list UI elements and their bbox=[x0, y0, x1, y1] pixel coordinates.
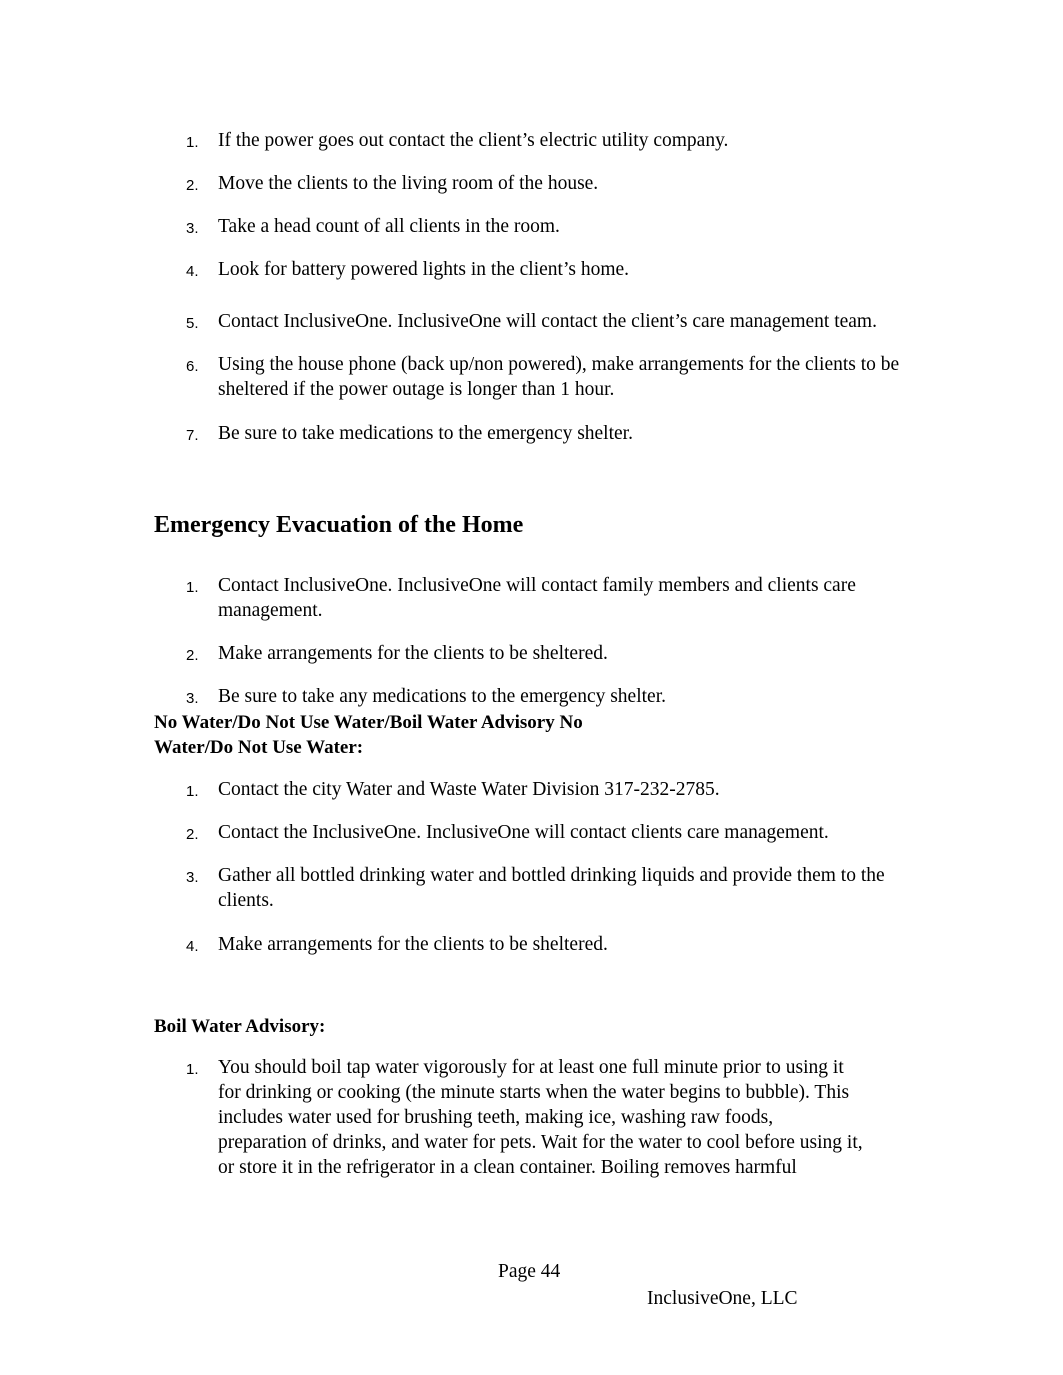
list-number: 3. bbox=[186, 869, 199, 886]
list-number: 2. bbox=[186, 826, 199, 843]
list-number: 1. bbox=[186, 134, 199, 151]
list-text: Make arrangements for the clients to be sheltered. bbox=[218, 934, 608, 955]
section-heading-evacuation: Emergency Evacuation of the Home bbox=[154, 512, 524, 538]
list-text: Take a head count of all clients in the room. bbox=[218, 216, 560, 237]
list-number: 7. bbox=[186, 427, 199, 444]
list-number: 5. bbox=[186, 315, 199, 332]
list-number: 1. bbox=[186, 783, 199, 800]
list-number: 1. bbox=[186, 1061, 199, 1078]
list-number: 1. bbox=[186, 579, 199, 596]
footer-company: InclusiveOne, LLC bbox=[647, 1288, 798, 1309]
list-number: 4. bbox=[186, 938, 199, 955]
list-number: 2. bbox=[186, 177, 199, 194]
list-number: 4. bbox=[186, 263, 199, 280]
list-number: 2. bbox=[186, 647, 199, 664]
list-number: 3. bbox=[186, 690, 199, 707]
list-text: Make arrangements for the clients to be sheltered. bbox=[218, 643, 608, 664]
list-number: 6. bbox=[186, 358, 199, 375]
list-text: Contact InclusiveOne. InclusiveOne will contact the client’s care management team. bbox=[218, 311, 877, 332]
page-number: Page 44 bbox=[498, 1261, 561, 1282]
list-text: Using the house phone (back up/non powered), make arrangements for the clients to be sheltered if the power outage is longer than 1 hour. bbox=[218, 354, 900, 400]
list-number: 3. bbox=[186, 220, 199, 237]
list-text: Look for battery powered lights in the client’s home. bbox=[218, 259, 630, 280]
list-text: Move the clients to the living room of the house. bbox=[218, 173, 599, 194]
section-heading-boil-water: Boil Water Advisory: bbox=[154, 1016, 326, 1037]
list-text: If the power goes out contact the client’s electric utility company. bbox=[218, 130, 729, 151]
list-text: Be sure to take any medications to the emergency shelter. bbox=[218, 686, 666, 707]
section-heading-no-water: No Water/Do Not Use Water/Boil Water Advisory No Water/Do Not Use Water: bbox=[154, 712, 583, 758]
list-text: Contact the city Water and Waste Water Division 317-232-2785. bbox=[218, 779, 720, 800]
list-text: Gather all bottled drinking water and bottled drinking liquids and provide them to the clients. bbox=[218, 865, 885, 911]
list-text: Contact the InclusiveOne. InclusiveOne will contact clients care management. bbox=[218, 822, 829, 843]
list-text: Contact InclusiveOne. InclusiveOne will contact family members and clients care management. bbox=[218, 575, 856, 621]
list-text: You should boil tap water vigorously for at least one full minute prior to using it for drinking or cooking (the minute starts when the water begins to bubble). This includes water used for brushing teeth, making ice, washing raw foods, preparation of drinks, and water for pets. Wait for the water to cool before using it, or store it in the refrigerator in a clean container. Boiling removes harmful bbox=[218, 1057, 863, 1178]
list-text: Be sure to take medications to the emergency shelter. bbox=[218, 423, 633, 444]
